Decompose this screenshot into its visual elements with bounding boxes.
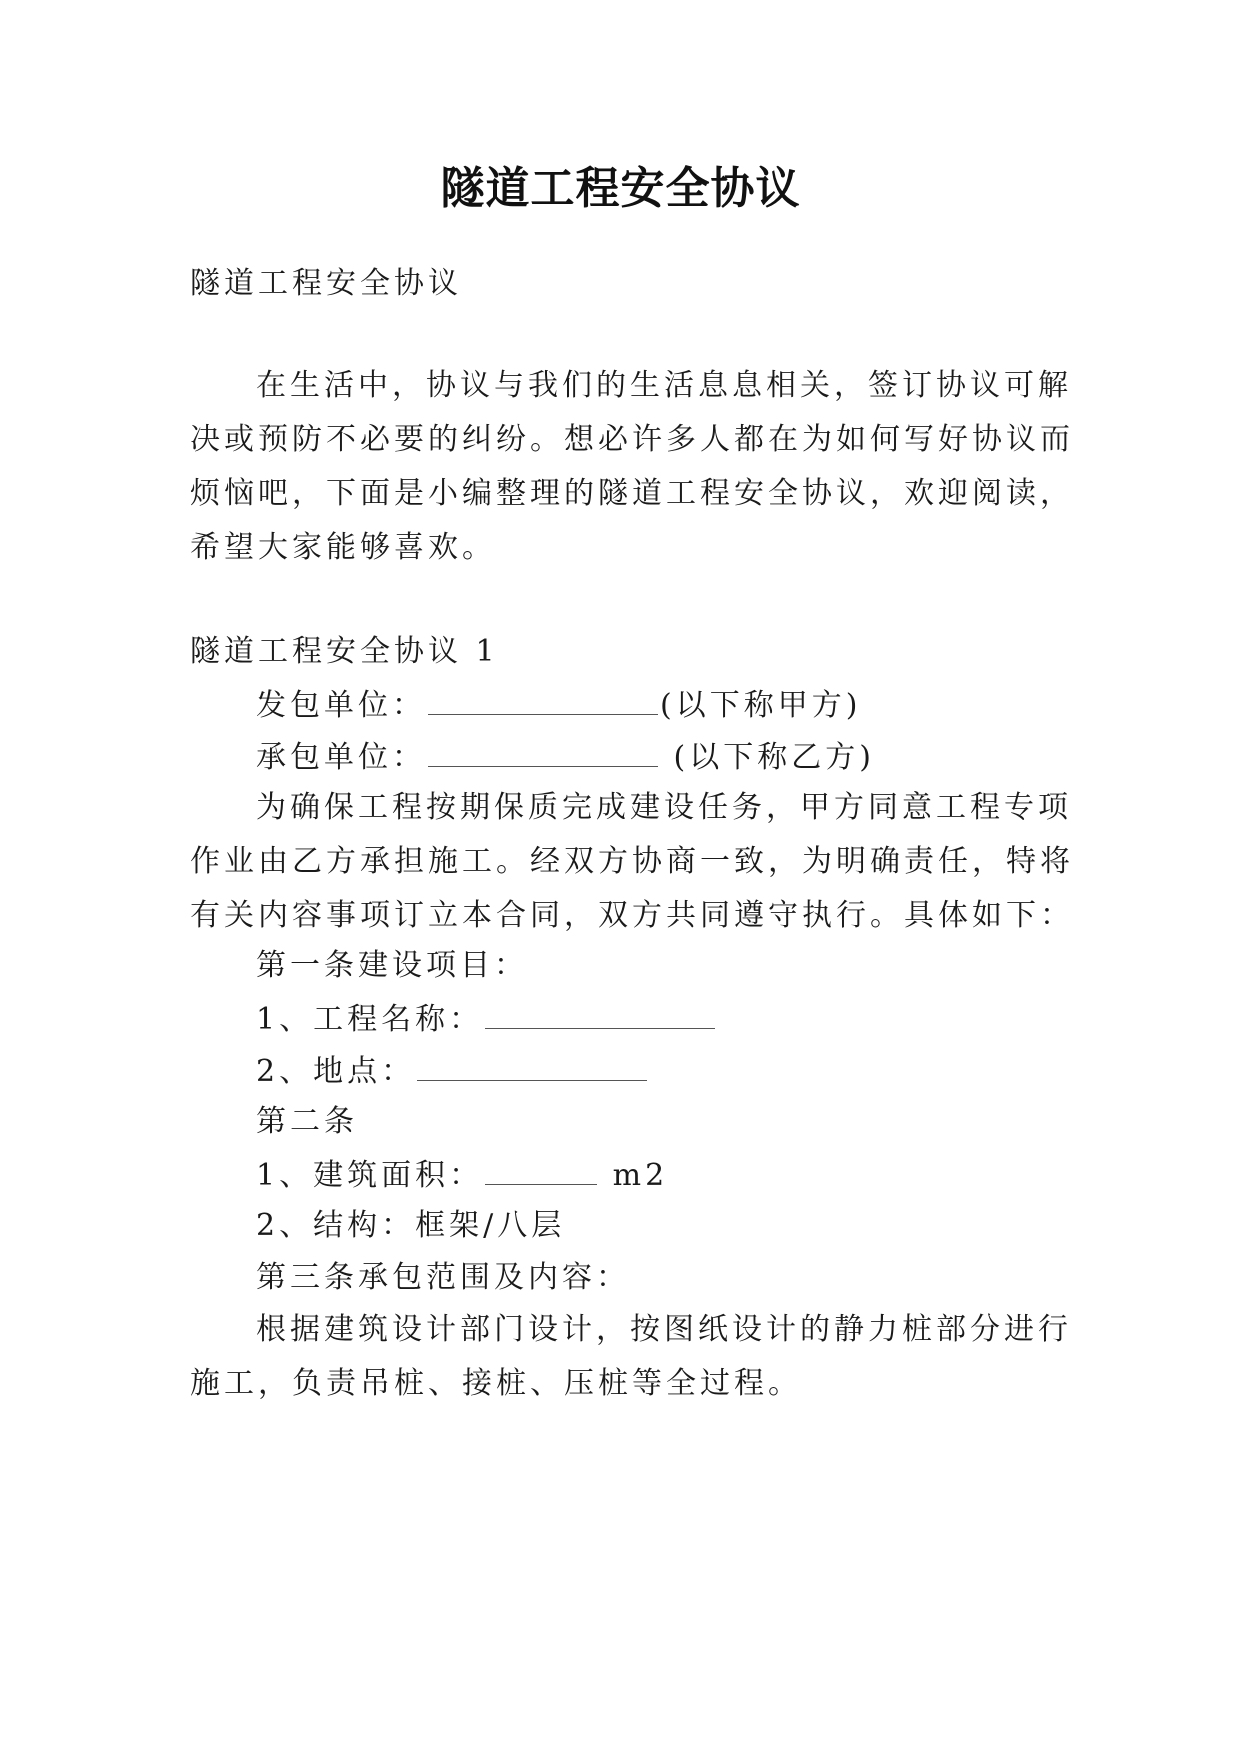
purpose-line-3: 有关内容事项订立本合同，双方共同遵守执行。具体如下： [190, 898, 1074, 933]
document-subtitle: 隧道工程安全协议 [190, 266, 462, 301]
project-name-label: 1、工程名称： [256, 1002, 484, 1037]
purpose-line-2: 作业由乙方承担施工。经双方协商一致，为明确责任，特将 [190, 844, 1074, 879]
article1-heading: 第一条建设项目： [256, 948, 528, 983]
article3-heading: 第三条承包范围及内容： [256, 1260, 630, 1295]
party-a-suffix: (以下称甲方) [660, 688, 862, 723]
article2-item1 [256, 1154, 668, 1196]
party-b-blank [428, 736, 658, 767]
party-b-label: 承包单位： [256, 740, 426, 775]
intro-line-1: 在生活中，协议与我们的生活息息相关，签订协议可解 [256, 368, 1072, 403]
floor-area-label: 1、建筑面积： [256, 1158, 484, 1193]
party-a-blank [428, 684, 658, 715]
purpose-line-1: 为确保工程按期保质完成建设任务，甲方同意工程专项 [256, 790, 1072, 825]
article2-heading: 第二条 [256, 1104, 358, 1139]
floor-area-unit: m2 [599, 1158, 669, 1193]
section-heading: 隧道工程安全协议 1 [190, 634, 499, 669]
intro-line-3: 烦恼吧，下面是小编整理的隧道工程安全协议，欢迎阅读， [190, 476, 1074, 511]
article2-item2: 2、结构：框架/八层 [256, 1208, 566, 1243]
location-label: 2、地点： [256, 1054, 416, 1089]
document-title: 隧道工程安全协议 [440, 163, 801, 214]
location-blank [417, 1050, 647, 1081]
project-name-blank [485, 998, 715, 1029]
floor-area-blank [485, 1154, 597, 1185]
party-b-line [256, 736, 875, 778]
article3-body-line-1: 根据建筑设计部门设计，按图纸设计的静力桩部分进行 [256, 1312, 1072, 1347]
article3-body-line-2: 施工，负责吊桩、接桩、压桩等全过程。 [190, 1366, 802, 1401]
party-a-line [256, 684, 861, 726]
intro-line-4: 希望大家能够喜欢。 [190, 530, 496, 565]
intro-line-2: 决或预防不必要的纠纷。想必许多人都在为如何写好协议而 [190, 422, 1074, 457]
party-b-suffix: (以下称乙方) [660, 740, 875, 775]
article1-item2 [256, 1050, 649, 1092]
article1-item1 [256, 998, 717, 1040]
party-a-label: 发包单位： [256, 688, 426, 723]
